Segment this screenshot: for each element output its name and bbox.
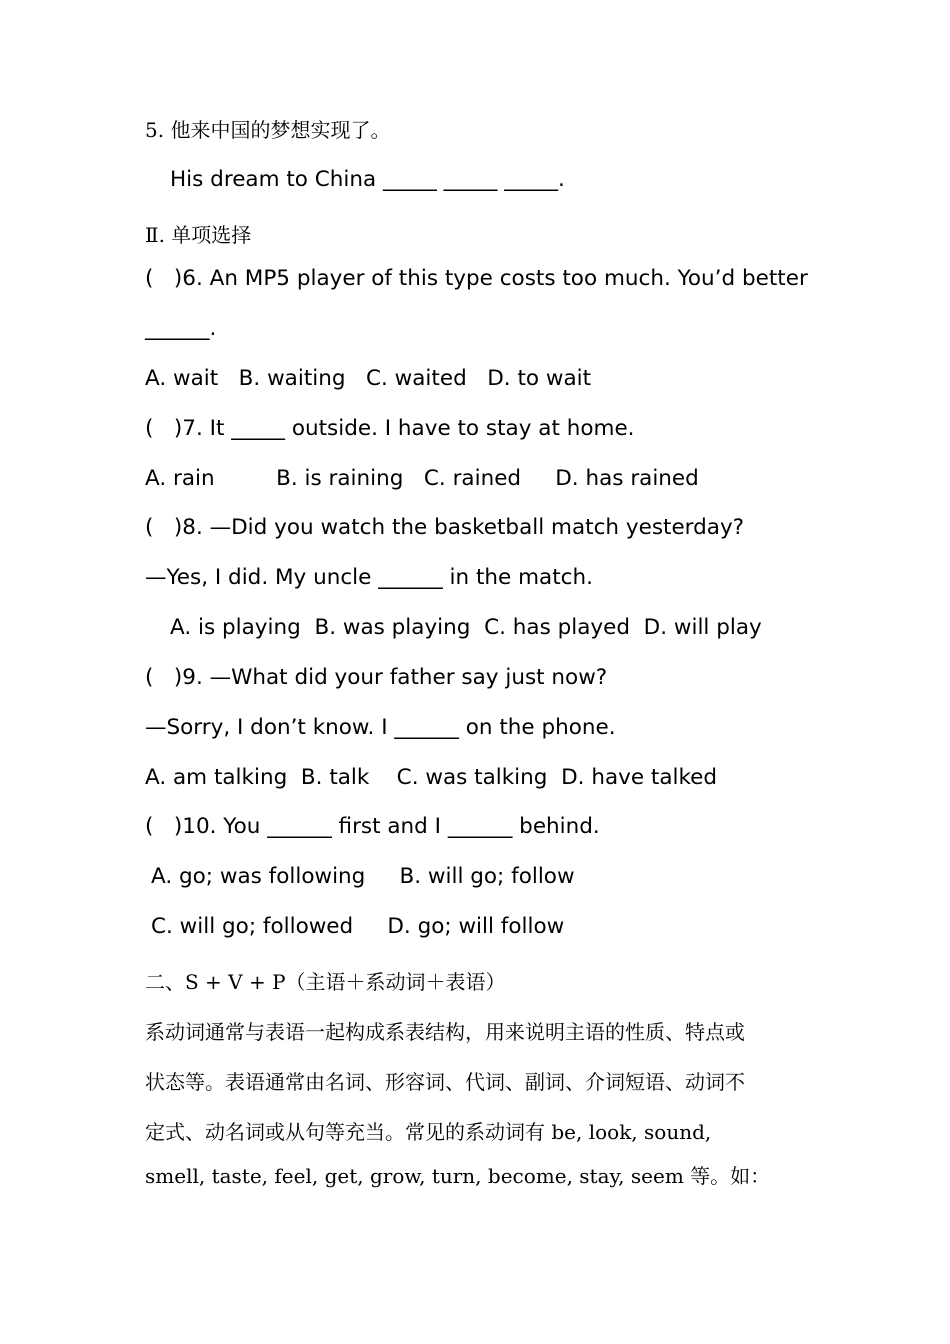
section-heading-svp: 二、S + V + P（主语＋系动词＋表语）: [145, 970, 506, 994]
question-9-options: A. am talking B. talk C. was talking D. have talked: [145, 765, 718, 790]
question-6-blank: ______.: [145, 316, 217, 341]
section-heading-multiple-choice: Ⅱ. 单项选择: [145, 223, 252, 247]
question-6-options: A. wait B. waiting C. waited D. to wait: [145, 366, 592, 391]
question-6: ( )6. An MP5 player of this type costs too much. You’d better: [145, 266, 808, 291]
question-7-options: A. rain B. is raining C. rained D. has rained: [145, 466, 699, 491]
question-9-response: —Sorry, I don’t know. I ______ on the phone.: [145, 715, 616, 740]
question-5-prompt: 5. 他来中国的梦想实现了。: [145, 118, 391, 142]
question-8: ( )8. —Did you watch the basketball match yesterday?: [145, 515, 745, 540]
question-8-response: —Yes, I did. My uncle ______ in the match.: [145, 565, 593, 590]
question-5-sentence: His dream to China _____ _____ _____.: [170, 167, 565, 192]
question-7: ( )7. It _____ outside. I have to stay at home.: [145, 416, 635, 441]
paragraph-line-3: 定式、动名词或从句等充当。常见的系动词有 be, look, sound,: [145, 1120, 712, 1144]
paragraph-line-2: 状态等。表语通常由名词、形容词、代词、副词、介词短语、动词不: [145, 1070, 745, 1094]
paragraph-line-4: smell, taste, feel, get, grow, turn, become, stay, seem 等。如：: [145, 1164, 771, 1188]
question-9: ( )9. —What did your father say just now?: [145, 665, 608, 690]
question-10: ( )10. You ______ first and I ______ behind.: [145, 814, 600, 839]
question-10-options-ab: A. go; was following B. will go; follow: [151, 864, 575, 889]
question-10-options-cd: C. will go; followed D. go; will follow: [151, 914, 565, 939]
question-8-options: A. is playing B. was playing C. has played D. will play: [170, 615, 762, 640]
paragraph-line-1: 系动词通常与表语一起构成系表结构，用来说明主语的性质、特点或: [145, 1020, 745, 1044]
